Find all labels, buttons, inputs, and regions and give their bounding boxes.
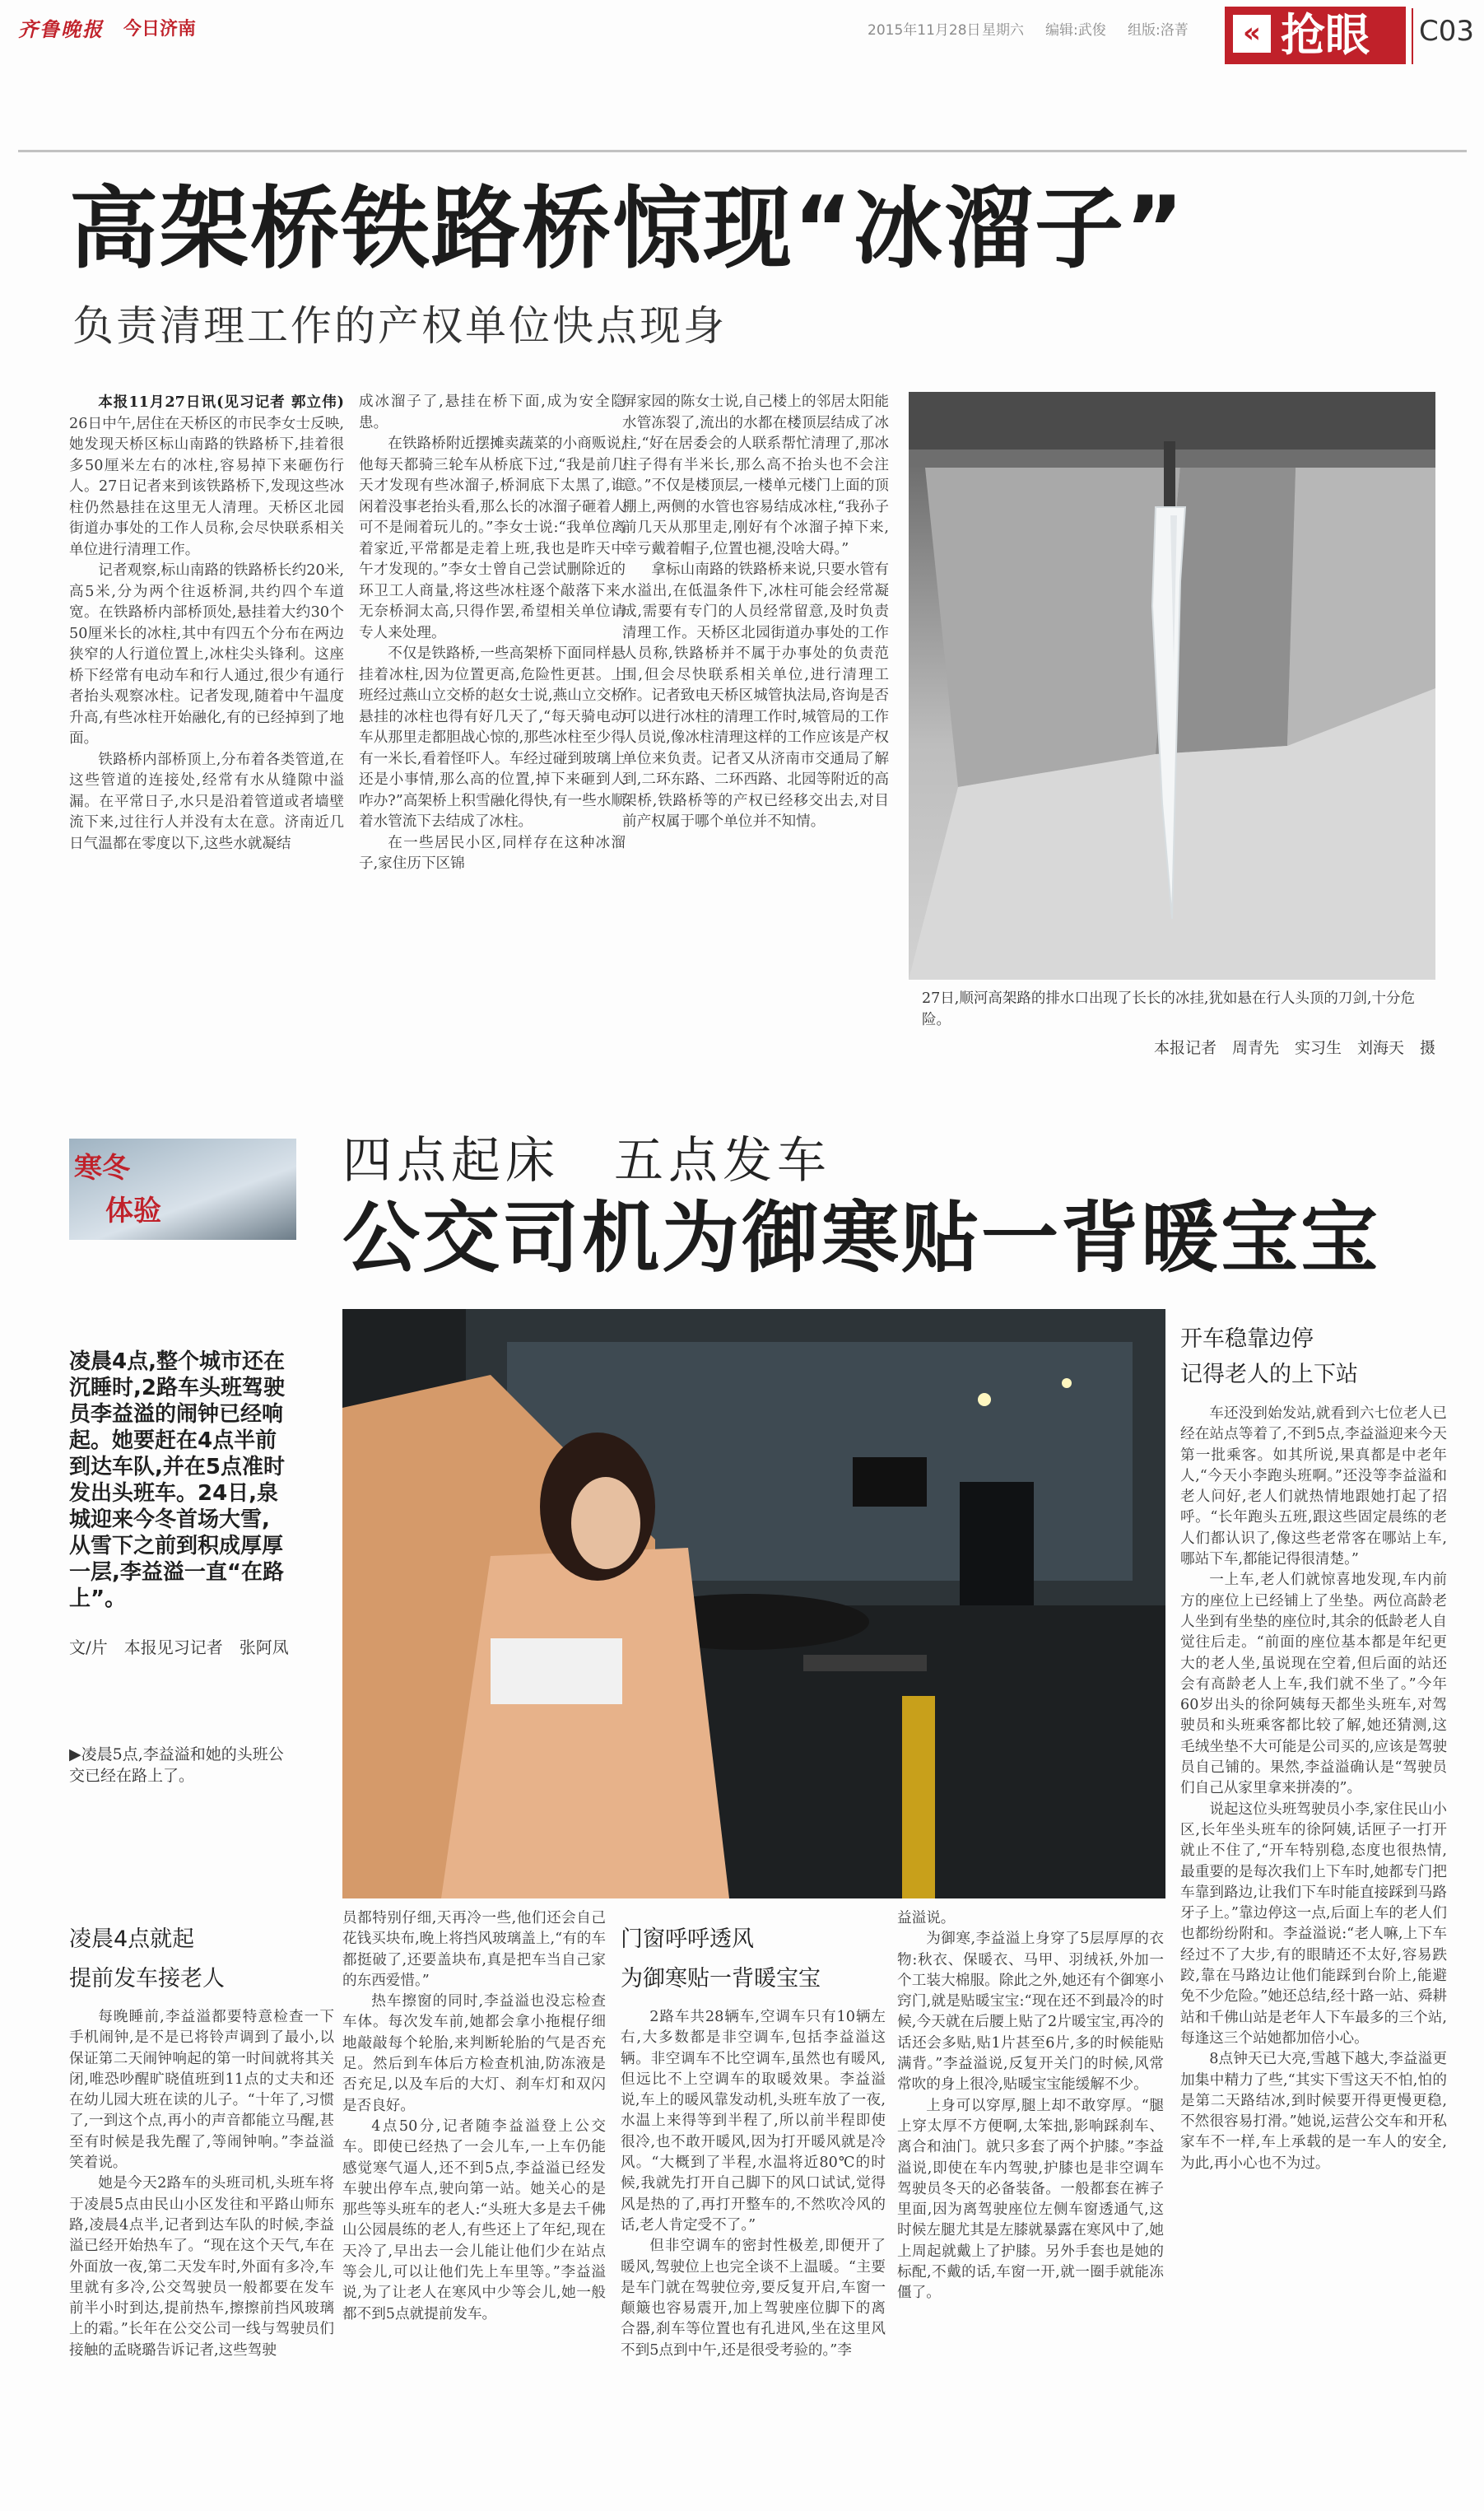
newspaper-brand: 齐鲁晚报 [18,17,104,41]
paragraph: 益溢说。 [897,1910,956,1926]
story2-intro: 凌晨4点,整个城市还在沉睡时,2路车头班驾驶员李益溢的闹钟已经响起。她要赶在4点半前到达车队,并在5点准时发出头班车。24日,泉城迎来今冬首场大雪,从雪下之前到积成厚厚一层,李益溢一直“在路上”。 [69,1349,285,1611]
section-subhead: 提前发车接老人 [69,1966,225,1992]
section-subhead: 记得老人的上下站 [1180,1362,1358,1387]
paragraph: 2路车共28辆车,空调车只有10辆左右,大多数都是非空调车,包括李益溢这辆。非空调车不比空调车,虽然也有暖风,但远比不上空调车的取暖效果。李益溢说,车上的暖风靠发动机,头班车放了一夜,水温上来得等到半程了,所以前半程即使很冷,也不敢开暖风,因为打开暖风就是冷风。“大概到了半程,水温将近80℃的时候,我就先打开自己脚下的风口试试,觉得风是热的了,再打开整车的,不然吹冷风的话,老人肯定受不了。” [621,2009,886,2234]
story2-byline: 文/片 本报见习记者 张阿凤 [69,1638,289,1657]
story1-column-3 [622,392,889,1059]
story2-column-c [621,2007,886,2501]
paragraph: 说起这位头班驾驶员小李,家住民山小区,长年坐头班车的徐阿姨,话匣子一打开就止不住了,“开车特别稳,态度也很热情,最重要的是每次我们上下车时,她都专门把车靠到路边,让我们下车时能直接踩到马路牙子上。”靠边停这一点,后面上车的老人们也都纷纷附和。李益溢说:“老人嘛,上下车经过不了大步,有的眼睛还不太好,容易跌跤,靠在马路边让他们能踩到台阶上,能避免不少危险。”她还总结,经十路一站、舜耕站和千佛山站是老年人下车最多的三个站,每逢这三个站她都加倍小心。 [1180,1801,1447,2047]
story2-overline: 四点起床 五点发车 [342,1132,831,1190]
paragraph: 8点钟天已大亮,雪越下越大,李益溢更加集中精力了些,“其实下雪这天不怕,怕的是第二天路结冰,到时候要开得更慢更稳,不然很容易打滑。”她说,运营公交车和开私家车不一样,车上承载的是一车人的安全,为此,再小心也不为过。 [1180,2051,1447,2172]
paragraph: 她是今天2路车的头班司机,头班车将于凌晨5点由民山小区发往和平路山师东路,凌晨4点半,记者到达车队的时候,李益溢已经开始热车了。“现在这个天气,车在外面放一夜,第二天发车时,外面有多冷,车里就有多冷,公交驾驶员一般都要在发车前半小时到达,提前热车,擦擦前挡风玻璃上的霜。”长年在公交公司一线与驾驶员们接触的孟晓璐告诉记者,这些驾驶 [69,2175,334,2359]
double-chevron-left-icon: « [1233,15,1271,53]
section-subhead: 凌晨4点就起 [69,1926,195,1952]
section-subhead: 门窗呼呼透风 [621,1926,754,1952]
paragraph: 拿标山南路的铁路桥来说,只要水管有水溢出,在低温条件下,冰柱可能会经常凝成,需要有专门的人员经常留意,及时负责清理工作。天桥区北园街道办事处的工作人员称,铁路桥并不属于办事处的负责范围,但会尽快联系相关单位,进行清理工作。记者致电天桥区城管执法局,咨询是否可以进行冰柱的清理工作时,城管局的工作人员说,像冰柱清理这样的工作应该是产权单位来负责。记者又从济南市交通局了解到,二环东路、二环西路、北园等附近的高架桥,铁路桥等的产权已经移交出去,对目前产权属于哪个单位并不知情。 [622,561,889,830]
paragraph: 26日中午,居住在天桥区的市民李女士反映,她发现天桥区标山南路的铁路桥下,挂着很多50厘米左右的冰柱,容易掉下来砸伤行人。27日记者来到该铁路桥下,发现这些冰柱仍然悬挂在这里无人清理。天桥区北园街道办事处的工作人员称,会尽快联系相关单位进行清理工作。 [69,415,344,558]
kicker-label: 体验 [105,1195,161,1228]
bus-interior-illustration [342,1309,1165,1898]
story1-column-1 [69,392,344,1059]
paragraph: 一上车,老人们就惊喜地发现,车内前方的座位上已经铺上了坐垫。两位高龄老人坐到有坐垫的座位时,其余的低龄老人自觉往后走。“前面的座位基本都是年纪更大的老人坐,虽说现在空着,但后面的站还会有高龄老人上车,我们就不坐了。”今年60岁出头的徐阿姨每天都坐头班车,对驾驶员和头班乘客都比较了解,她还猜测,这毛绒坐垫不大可能是公司买的,应该是驾驶员自己铺的。果然,李益溢确认是“驾驶员们自己从家里拿来拼凑的”。 [1180,1572,1447,1797]
page-tag [1225,7,1406,64]
dateline: 本报11月27日讯(见习记者 郭立伟) [98,394,344,411]
winter-kicker-image [69,1139,296,1240]
photo-caption: 27日,顺河高架路的排水口出现了长长的冰挂,犹如悬在行人头顶的刀剑,十分危险。 [922,990,1415,1028]
story2-column-b [342,1908,606,2501]
bus-driver-photo [342,1309,1165,1898]
paragraph: 4点50分,记者随李益溢登上公交车。即使已经热了一会儿车,一上车仍能感觉寒气逼人,还不到5点,李益溢已经发车驶出停车点,驶向第一站。她关心的是那些等头班车的老人:“头班大多是去千佛山公园晨练的老人,有些还上了年纪,现在天冷了,早出去一会儿能让他们少在站点等会儿,可以让他们先上车里等。”李益溢说,为了让老人在寒风中少等会儿,她一般都不到5点就提前发车。 [342,2117,606,2322]
section-name: 今日济南 [123,19,197,40]
issue-weekday: 星期六 [982,22,1024,39]
paragraph: 在铁路桥附近摆摊卖蔬菜的小商贩说,他每天都骑三轮车从桥底下过,“我是前几天才发现有些冰溜子,桥洞底下太黑了,谁闲着没事老抬头看,那么长的冰溜子砸着人可不是闹着玩儿的。”李女士说:“我单位离着家近,平常都是走着上班,我也是昨天中午才发现的。”李女士曾自己尝试删除近的环卫工人商量,将这些冰柱逐个敲落下来,无奈桥洞太高,只得作罢,希望相关单位请专人来处理。 [359,436,626,641]
issue-date: 2015年11月28日 [868,22,981,39]
page-number: C03 [1419,15,1475,48]
paragraph: 记者观察,标山南路的铁路桥长约20米,高5米,分为两个往返桥洞,共约四个车道宽。在铁路桥内部桥顶处,悬挂着大约30个50厘米长的冰柱,其中有四五个分布在两边狭窄的人行道位置上,冰柱尖头锋利。这座桥下经常有电动车和行人通过,很少有通行者抬头观察冰柱。记者发现,随着中午温度升高,有些冰柱开始融化,有的已经掉到了地面。 [69,562,344,747]
paragraph: 车还没到始发站,就看到六七位老人已经在站点等着了,不到5点,李益溢迎来今天第一批乘客。如其所说,果真都是中老年人,“今天小李跑头班啊。”还没等李益溢和老人问好,老人们就热情地跟她打起了招呼。“长年跑头五班,跟这些固定晨练的老人们都认识了,像这些老常客在哪站上车,哪站下车,都能记得很清楚。” [1180,1405,1447,1568]
paragraph: 每晚睡前,李益溢都要特意检查一下手机闹钟,是不是已将铃声调到了最小,以保证第二天闹钟响起的第一时间就将其关闭,唯恐吵醒旷晓值班到11点的丈夫和还在幼儿园大班在读的儿子。“十年了,习惯了,一到这个点,再小的声音都能立马醒,甚至有时候是我先醒了,等闹钟响。”李益溢笑着说。 [69,2009,334,2172]
kicker-label: 寒冬 [74,1152,130,1185]
story1-headline: 高架桥铁路桥惊现“冰溜子” [69,178,1185,281]
story2-headline: 公交司机为御寒贴一背暖宝宝 [342,1194,1381,1283]
icicle-illustration [909,392,1435,980]
photo-credit: 本报记者 周青先 实习生 刘海天 摄 [1153,1039,1435,1057]
paragraph: 为御寒,李益溢上身穿了5层厚厚的衣物:秋衣、保暖衣、马甲、羽绒袄,外加一个工装大棉服。除此之外,她还有个御寒小窍门,就是贴暖宝宝:“现在还不到最冷的时候,今天就在后腰上贴了2片暖宝宝,再冷的话还会多贴,贴1片甚至6片,多的时候能贴满背。”李益溢说,反复开关门的时候,风常常吹的身上很冷,贴暖宝宝能缓解不少。 [897,1931,1164,2094]
paragraph: 屏家园的陈女士说,自己楼上的邻居太阳能水管冻裂了,流出的水都在楼顶层结成了冰柱,“好在居委会的人联系帮忙清理了,那冰柱子得有半米长,那么高不抬头也不会注意。”不仅是楼顶层,一楼单元楼门上面的顶棚上,两侧的水管也容易结成冰柱,“我孙子前几天从那里走,刚好有个冰溜子掉下来,幸亏戴着帽子,位置也褪,没啥大碍。” [622,394,889,557]
paragraph: 热车擦窗的同时,李益溢也没忘检查车体。每次发车前,她都会拿小拖棍仔细地敲敲每个轮胎,来判断轮胎的气是否充足。然后到车体后方检查机油,防冻液是否充足,以及车后的大灯、刹车灯和双闪是否良好。 [342,1993,606,2114]
section-subhead: 开车稳靠边停 [1180,1326,1314,1352]
section-subhead: 为御寒贴一背暖宝宝 [621,1966,821,1992]
paragraph: 不仅是铁路桥,一些高架桥下面同样悬挂着冰柱,因为位置更高,危险性更甚。上班经过燕山立交桥的赵女士说,燕山立交桥悬挂的冰柱也得有好几天了,“每天骑电动车从那里走都胆战心惊的,那些冰柱至少得有一米长,看着怪吓人。车经过碰到玻璃上还是小事情,那么高的位置,掉下来砸到人咋办?”高架桥上积雪融化得快,有一些水顺着水管流下去结成了冰柱。 [359,645,626,830]
paragraph: 但非空调车的密封性极差,即便开了暖风,驾驶位上也完全谈不上温暖。“主要是车门就在驾驶位旁,要反复开启,车窗一颠簸也容易震开,加上驾驶座位脚下的离合器,刹车等位置也有孔进风,坐在这里风不到5点到中午,还是很受考验的。”李 [621,2238,886,2359]
editor-credit: 编辑:武俊 [1045,22,1106,39]
photo-caption: ▶凌晨5点,李益溢和她的头班公交已经在路上了。 [69,1745,284,1785]
icicle-photo [909,392,1435,980]
page-tag-label: 抢眼 [1281,9,1370,61]
paragraph: 上身可以穿厚,腿上却不敢穿厚。“腿上穿太厚不方便啊,太笨拙,影响踩刹车、离合和油门。就只多套了两个护膝。”李益溢说,即使在车内驾驶,护膝也是非空调车驾驶员冬天的必备装备。一般都套在裤子里面,因为离驾驶座位左侧车窗透通气,这时候左腿尤其是左膝就暴露在寒风中了,她上周起就戴上了护膝。另外手套也是她的标配,不戴的话,车窗一开,就一圈手就能冻僵了。 [897,2097,1164,2302]
header-rule [18,150,1467,152]
paragraph: 铁路桥内部桥顶上,分布着各类管道,在这些管道的连接处,经常有水从缝隙中溢漏。在平常日子,水只是沿着管道或者墙壁流下来,过往行人并没有太在意。济南近几日气温都在零度以下,这些水就凝结 [69,751,344,852]
story1-subheadline: 负责清理工作的产权单位快点现身 [72,302,727,350]
story2-right-column [1180,1404,1447,2499]
story2-column-d [897,1908,1164,2501]
paragraph: 员都特别仔细,天再冷一些,他们还会自己花钱买块布,晚上将挡风玻璃盖上,“有的车都挺破了,还要盖块布,真是把车当自己家的东西爱惜。” [342,1910,606,1989]
story2-column-a [69,2007,334,2501]
paragraph: 在一些居民小区,同样存在这种冰溜子,家住历下区锦 [359,834,626,872]
paragraph: 成冰溜子了,悬挂在桥下面,成为安全隐患。 [359,394,626,431]
divider [1412,8,1413,64]
story1-column-2 [359,392,626,1059]
designer-credit: 组版:洛菁 [1128,22,1189,39]
